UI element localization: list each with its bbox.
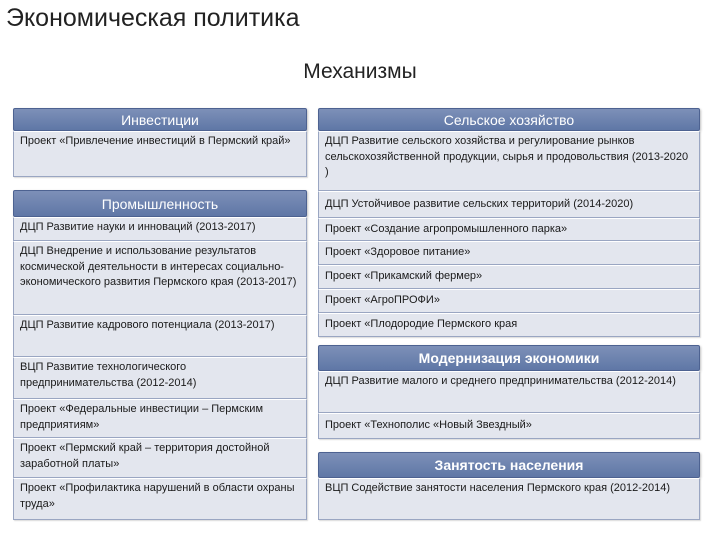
page-title: Экономическая политика (6, 4, 300, 32)
industry-header: Промышленность (13, 190, 307, 217)
agriculture-item: Проект «Здоровое питание» (318, 241, 700, 265)
modernization-item: Проект «Технополис «Новый Звездный» (318, 413, 700, 439)
agriculture-item: Проект «Прикамский фермер» (318, 265, 700, 289)
modernization-header: Модернизация экономики (318, 345, 700, 371)
agriculture-item: ДЦП Устойчивое развитие сельских территорий (2014-2020) (318, 191, 700, 218)
agriculture-item: Проект «Плодородие Пермского края (318, 313, 700, 337)
industry-item: ДЦП Внедрение и использование результатов космической деятельности в интересах социально-экономического развития Пермского края (2013-2017) (13, 241, 307, 315)
modernization-item: ДЦП Развитие малого и среднего предпринимательства (2012-2014) (318, 371, 700, 413)
investments-header: Инвестиции (13, 108, 307, 131)
agriculture-header: Сельское хозяйство (318, 108, 700, 131)
industry-item: ДЦП Развитие кадрового потенциала (2013-2017) (13, 315, 307, 357)
employment-header: Занятость населения (318, 452, 700, 478)
industry-item: ДЦП Развитие науки и инноваций (2013-2017) (13, 217, 307, 241)
agriculture-item: ДЦП Развитие сельского хозяйства и регулирование рынков сельскохозяйственной продукции, сырья и продовольствия (2013-2020 ) (318, 131, 700, 191)
investments-item: Проект «Привлечение инвестиций в Пермский край» (13, 131, 307, 177)
industry-item: Проект «Профилактика нарушений в области охраны труда» (13, 478, 307, 520)
industry-item: ВЦП Развитие технологического предпринимательства (2012-2014) (13, 357, 307, 399)
page-subtitle: Механизмы (303, 60, 417, 83)
agriculture-item: Проект «АгроПРОФИ» (318, 289, 700, 313)
agriculture-item: Проект «Создание агропромышленного парка» (318, 218, 700, 241)
employment-item: ВЦП Содействие занятости населения Пермского края (2012-2014) (318, 478, 700, 520)
industry-item: Проект «Пермский край – территория достойной заработной платы» (13, 438, 307, 478)
industry-item: Проект «Федеральные инвестиции – Пермским предприятиям» (13, 399, 307, 438)
